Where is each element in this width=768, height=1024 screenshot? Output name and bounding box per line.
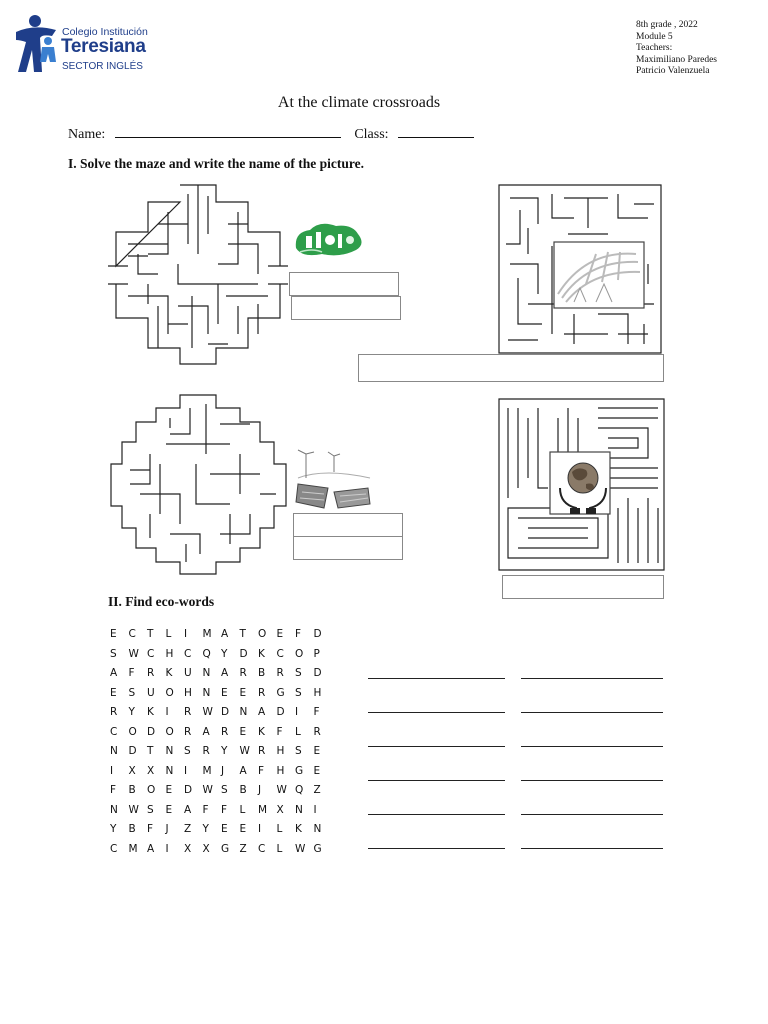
- word-search-letter[interactable]: L: [165, 628, 172, 640]
- word-search-letter[interactable]: L: [239, 803, 246, 816]
- word-search-letter[interactable]: E: [165, 784, 173, 796]
- word-search-letter[interactable]: R: [313, 725, 321, 738]
- word-search-row: [110, 628, 332, 648]
- header-info: [636, 20, 717, 78]
- word-search-letter[interactable]: C: [110, 725, 118, 738]
- word-search-letter[interactable]: S: [295, 667, 302, 679]
- word-search-letter[interactable]: Y: [221, 647, 228, 660]
- word-search-letter[interactable]: R: [258, 745, 266, 757]
- word-search-letter[interactable]: Z: [239, 842, 247, 855]
- word-search-letter[interactable]: S: [110, 647, 117, 660]
- word-search-row: [110, 765, 332, 785]
- class-field[interactable]: [398, 127, 474, 138]
- word-search-letter[interactable]: K: [258, 647, 265, 660]
- word-search-letter[interactable]: R: [147, 667, 155, 679]
- answer-box-1a[interactable]: [289, 272, 399, 296]
- word-search-letter[interactable]: S: [128, 686, 136, 699]
- answer-line-left[interactable]: [368, 805, 505, 815]
- word-search-letter[interactable]: C: [276, 647, 284, 660]
- maze-1: [108, 184, 288, 366]
- word-search-letter[interactable]: I: [313, 803, 317, 816]
- word-search-letter[interactable]: R: [258, 686, 266, 699]
- word-search-letter[interactable]: A: [184, 803, 192, 816]
- word-search-letter[interactable]: O: [295, 647, 304, 660]
- word-search-letter[interactable]: X: [184, 842, 192, 855]
- answer-box-4[interactable]: [502, 575, 664, 599]
- word-search-letter[interactable]: C: [110, 842, 118, 855]
- word-search-letter[interactable]: R: [276, 667, 284, 679]
- logo-line1: Colegio Institución: [62, 26, 148, 38]
- name-class-row: [68, 127, 474, 143]
- grade-text: 8th grade , 2022: [636, 20, 698, 30]
- word-search-letter[interactable]: H: [184, 686, 192, 699]
- word-search-letter[interactable]: Y: [202, 823, 209, 835]
- word-search-row: [110, 804, 332, 824]
- word-search-letter[interactable]: U: [147, 686, 155, 699]
- maze-3: [110, 394, 288, 576]
- word-search-letter[interactable]: D: [128, 745, 137, 757]
- word-search-letter[interactable]: A: [110, 667, 118, 679]
- word-search-letter[interactable]: F: [147, 823, 154, 835]
- word-search-letter[interactable]: N: [165, 745, 174, 757]
- word-search-letter[interactable]: N: [110, 745, 118, 757]
- word-search-letter[interactable]: A: [258, 706, 266, 718]
- word-search-letter[interactable]: F: [276, 725, 283, 738]
- word-search-letter[interactable]: O: [258, 628, 267, 640]
- word-search-letter[interactable]: W: [128, 647, 139, 660]
- word-search-letter[interactable]: S: [221, 784, 228, 796]
- module-text: Module 5: [636, 31, 673, 42]
- word-search-letter[interactable]: L: [295, 725, 301, 738]
- word-search-letter[interactable]: E: [239, 725, 247, 738]
- section1-heading: I. Solve the maze and write the name of the picture.: [68, 156, 364, 171]
- answer-row: [368, 838, 663, 872]
- eco-city-icon: [292, 218, 364, 260]
- word-search-letter[interactable]: D: [147, 725, 156, 738]
- word-search-letter[interactable]: Z: [184, 823, 192, 835]
- word-search-letter[interactable]: D: [313, 628, 322, 640]
- teacher-1: Maximiliano Paredes: [636, 54, 717, 65]
- word-search-letter[interactable]: N: [165, 764, 174, 777]
- word-search-letter[interactable]: H: [313, 686, 322, 699]
- word-search-letter[interactable]: E: [221, 823, 228, 835]
- word-search-letter[interactable]: Z: [313, 784, 321, 796]
- word-search-letter[interactable]: F: [258, 764, 265, 777]
- answer-lines: [368, 668, 663, 872]
- word-search-letter[interactable]: X: [128, 764, 136, 777]
- word-search-letter[interactable]: O: [128, 725, 137, 738]
- word-search-letter[interactable]: M: [202, 628, 212, 640]
- word-search-letter[interactable]: W: [295, 842, 306, 855]
- word-search-letter[interactable]: W: [202, 706, 213, 718]
- word-search-letter[interactable]: D: [184, 784, 193, 796]
- word-search-letter[interactable]: N: [313, 823, 322, 835]
- answer-line-left[interactable]: [368, 703, 505, 713]
- word-search-letter[interactable]: E: [276, 628, 284, 640]
- word-search-letter[interactable]: N: [295, 803, 303, 816]
- word-search-letter[interactable]: E: [313, 745, 321, 757]
- answer-line-right[interactable]: [521, 771, 663, 781]
- word-search-letter[interactable]: Y: [110, 823, 117, 835]
- word-search-row: [110, 706, 332, 726]
- word-search-letter[interactable]: E: [165, 803, 173, 816]
- word-search-letter[interactable]: M: [128, 842, 138, 855]
- word-search-letter[interactable]: S: [184, 745, 191, 757]
- page-title: At the climate crossroads: [277, 94, 441, 111]
- word-search-letter[interactable]: N: [110, 803, 118, 816]
- word-search-letter[interactable]: R: [184, 706, 192, 718]
- answer-box-3a[interactable]: [293, 513, 403, 537]
- word-search-letter[interactable]: B: [128, 784, 136, 796]
- wind-solar-farm-icon: [294, 448, 374, 510]
- word-search-letter[interactable]: F: [128, 667, 135, 679]
- word-search-letter[interactable]: N: [239, 706, 248, 718]
- word-search-letter[interactable]: E: [313, 764, 321, 777]
- word-search-letter[interactable]: D: [239, 647, 248, 660]
- answer-row: [368, 668, 663, 702]
- answer-line-right[interactable]: [521, 839, 663, 849]
- word-search-letter[interactable]: I: [184, 628, 188, 640]
- word-search-letter[interactable]: R: [202, 745, 210, 757]
- answer-box-1b[interactable]: [291, 296, 401, 320]
- answer-line-right[interactable]: [521, 669, 663, 679]
- word-search-letter[interactable]: G: [221, 842, 230, 855]
- word-search-letter[interactable]: C: [128, 628, 136, 640]
- answer-line-left[interactable]: [368, 669, 505, 679]
- word-search-letter[interactable]: O: [165, 725, 174, 738]
- answer-box-2[interactable]: [358, 354, 664, 382]
- section2-heading: II. Find eco-words: [108, 594, 215, 609]
- word-search-letter[interactable]: I: [165, 842, 169, 855]
- word-search-letter[interactable]: L: [276, 842, 283, 855]
- word-search-letter[interactable]: Q: [202, 647, 211, 660]
- word-search-letter[interactable]: A: [239, 764, 247, 777]
- logo-line2: Teresiana: [61, 36, 146, 57]
- word-search-letter[interactable]: F: [110, 784, 117, 796]
- word-search-letter[interactable]: D: [221, 706, 230, 718]
- word-search-letter[interactable]: G: [313, 842, 322, 855]
- word-search-letter[interactable]: W: [202, 784, 213, 796]
- word-search-letter[interactable]: A: [221, 667, 229, 679]
- word-search-letter[interactable]: N: [202, 686, 211, 699]
- word-search-letter[interactable]: R: [221, 725, 229, 738]
- word-search-letter[interactable]: A: [221, 628, 229, 640]
- word-search-letter[interactable]: C: [147, 647, 155, 660]
- word-search-letter[interactable]: B: [258, 667, 266, 679]
- word-search-letter[interactable]: F: [313, 706, 320, 718]
- word-search-letter[interactable]: A: [147, 842, 155, 855]
- word-search-letter[interactable]: M: [202, 764, 212, 777]
- word-search-letter[interactable]: F: [295, 628, 302, 640]
- word-search-letter[interactable]: H: [165, 647, 174, 660]
- word-search-row: [110, 784, 332, 804]
- word-search-letter[interactable]: D: [276, 706, 285, 718]
- class-label: Class:: [354, 127, 389, 142]
- answer-line-left[interactable]: [368, 771, 505, 781]
- word-search-letter[interactable]: E: [110, 628, 117, 640]
- word-search-letter[interactable]: B: [128, 823, 136, 835]
- word-search-letter[interactable]: S: [147, 803, 154, 816]
- word-search-row: [110, 745, 332, 765]
- word-search-letter[interactable]: T: [239, 628, 246, 640]
- word-search-letter[interactable]: T: [147, 745, 154, 757]
- word-search-letter[interactable]: W: [276, 784, 287, 796]
- word-search-letter[interactable]: K: [258, 725, 265, 738]
- word-search-letter[interactable]: M: [258, 803, 268, 816]
- word-search-letter[interactable]: R: [184, 725, 192, 738]
- word-search-letter[interactable]: B: [239, 784, 247, 796]
- word-search-letter[interactable]: J: [258, 784, 262, 796]
- word-search-letter[interactable]: X: [147, 764, 155, 777]
- word-search-letter[interactable]: E: [239, 823, 247, 835]
- word-search-grid: [110, 628, 332, 862]
- word-search-letter[interactable]: R: [110, 706, 118, 718]
- word-search-letter[interactable]: F: [221, 803, 228, 816]
- word-search-letter[interactable]: G: [295, 764, 304, 777]
- school-people-icon: [12, 14, 60, 76]
- word-search-letter[interactable]: S: [295, 686, 302, 699]
- word-search-letter[interactable]: N: [202, 667, 211, 679]
- word-search-row: [110, 823, 332, 843]
- word-search-letter[interactable]: A: [202, 725, 210, 738]
- answer-line-right[interactable]: [521, 805, 663, 815]
- answer-line-left[interactable]: [368, 839, 505, 849]
- answer-row: [368, 702, 663, 736]
- word-search-letter[interactable]: J: [165, 823, 169, 835]
- teachers-label: Teachers:: [636, 43, 673, 53]
- word-search-row: [110, 843, 332, 863]
- word-search-row: [110, 726, 332, 746]
- word-search-letter[interactable]: C: [258, 842, 266, 855]
- word-search-letter[interactable]: K: [147, 706, 154, 718]
- word-search-letter[interactable]: R: [239, 667, 247, 679]
- word-search-letter[interactable]: H: [276, 764, 285, 777]
- answer-row: [368, 804, 663, 838]
- solar-rays-icon: [556, 244, 642, 306]
- word-search-letter[interactable]: J: [221, 764, 225, 777]
- word-search-letter[interactable]: H: [276, 745, 285, 757]
- word-search-letter[interactable]: E: [239, 686, 247, 699]
- earth-hands-icon: [556, 458, 610, 516]
- word-search-letter[interactable]: E: [221, 686, 228, 699]
- answer-box-3b[interactable]: [293, 536, 403, 560]
- answer-line-left[interactable]: [368, 737, 505, 747]
- logo-line3: SECTOR INGLÉS: [62, 61, 143, 72]
- word-search-letter[interactable]: I: [110, 764, 114, 777]
- word-search-letter[interactable]: Y: [221, 745, 228, 757]
- word-search-letter[interactable]: X: [276, 803, 284, 816]
- word-search-letter[interactable]: O: [165, 686, 174, 699]
- answer-row: [368, 770, 663, 804]
- school-logo: [12, 12, 152, 76]
- answer-row: [368, 736, 663, 770]
- word-search-letter[interactable]: Y: [128, 706, 135, 718]
- word-search-row: [110, 667, 332, 687]
- word-search-letter[interactable]: X: [202, 842, 210, 855]
- word-search-letter[interactable]: I: [295, 706, 299, 718]
- word-search-letter[interactable]: S: [295, 745, 302, 757]
- word-search-letter[interactable]: Q: [295, 784, 304, 796]
- word-search-letter[interactable]: W: [128, 803, 139, 816]
- word-search-row: [110, 687, 332, 707]
- word-search-letter[interactable]: I: [184, 764, 188, 777]
- word-search-letter[interactable]: K: [165, 667, 173, 679]
- word-search-letter[interactable]: W: [239, 745, 250, 757]
- word-search-letter[interactable]: E: [110, 686, 117, 699]
- word-search-row: [110, 648, 332, 668]
- word-search-letter[interactable]: U: [184, 667, 192, 679]
- answer-line-right[interactable]: [521, 703, 663, 713]
- answer-line-right[interactable]: [521, 737, 663, 747]
- name-field[interactable]: [115, 127, 341, 138]
- word-search-letter[interactable]: I: [258, 823, 262, 835]
- word-search-letter[interactable]: D: [313, 667, 322, 679]
- name-label: Name:: [68, 127, 106, 142]
- word-search-letter[interactable]: I: [165, 706, 169, 718]
- word-search-letter[interactable]: G: [276, 686, 285, 699]
- word-search-letter[interactable]: F: [202, 803, 209, 816]
- word-search-letter[interactable]: C: [184, 647, 192, 660]
- teacher-2: Patricio Valenzuela: [636, 66, 710, 76]
- word-search-letter[interactable]: P: [313, 647, 320, 660]
- word-search-letter[interactable]: L: [276, 823, 283, 835]
- word-search-letter[interactable]: K: [295, 823, 302, 835]
- word-search-letter[interactable]: O: [147, 784, 156, 796]
- word-search-letter[interactable]: T: [147, 628, 154, 640]
